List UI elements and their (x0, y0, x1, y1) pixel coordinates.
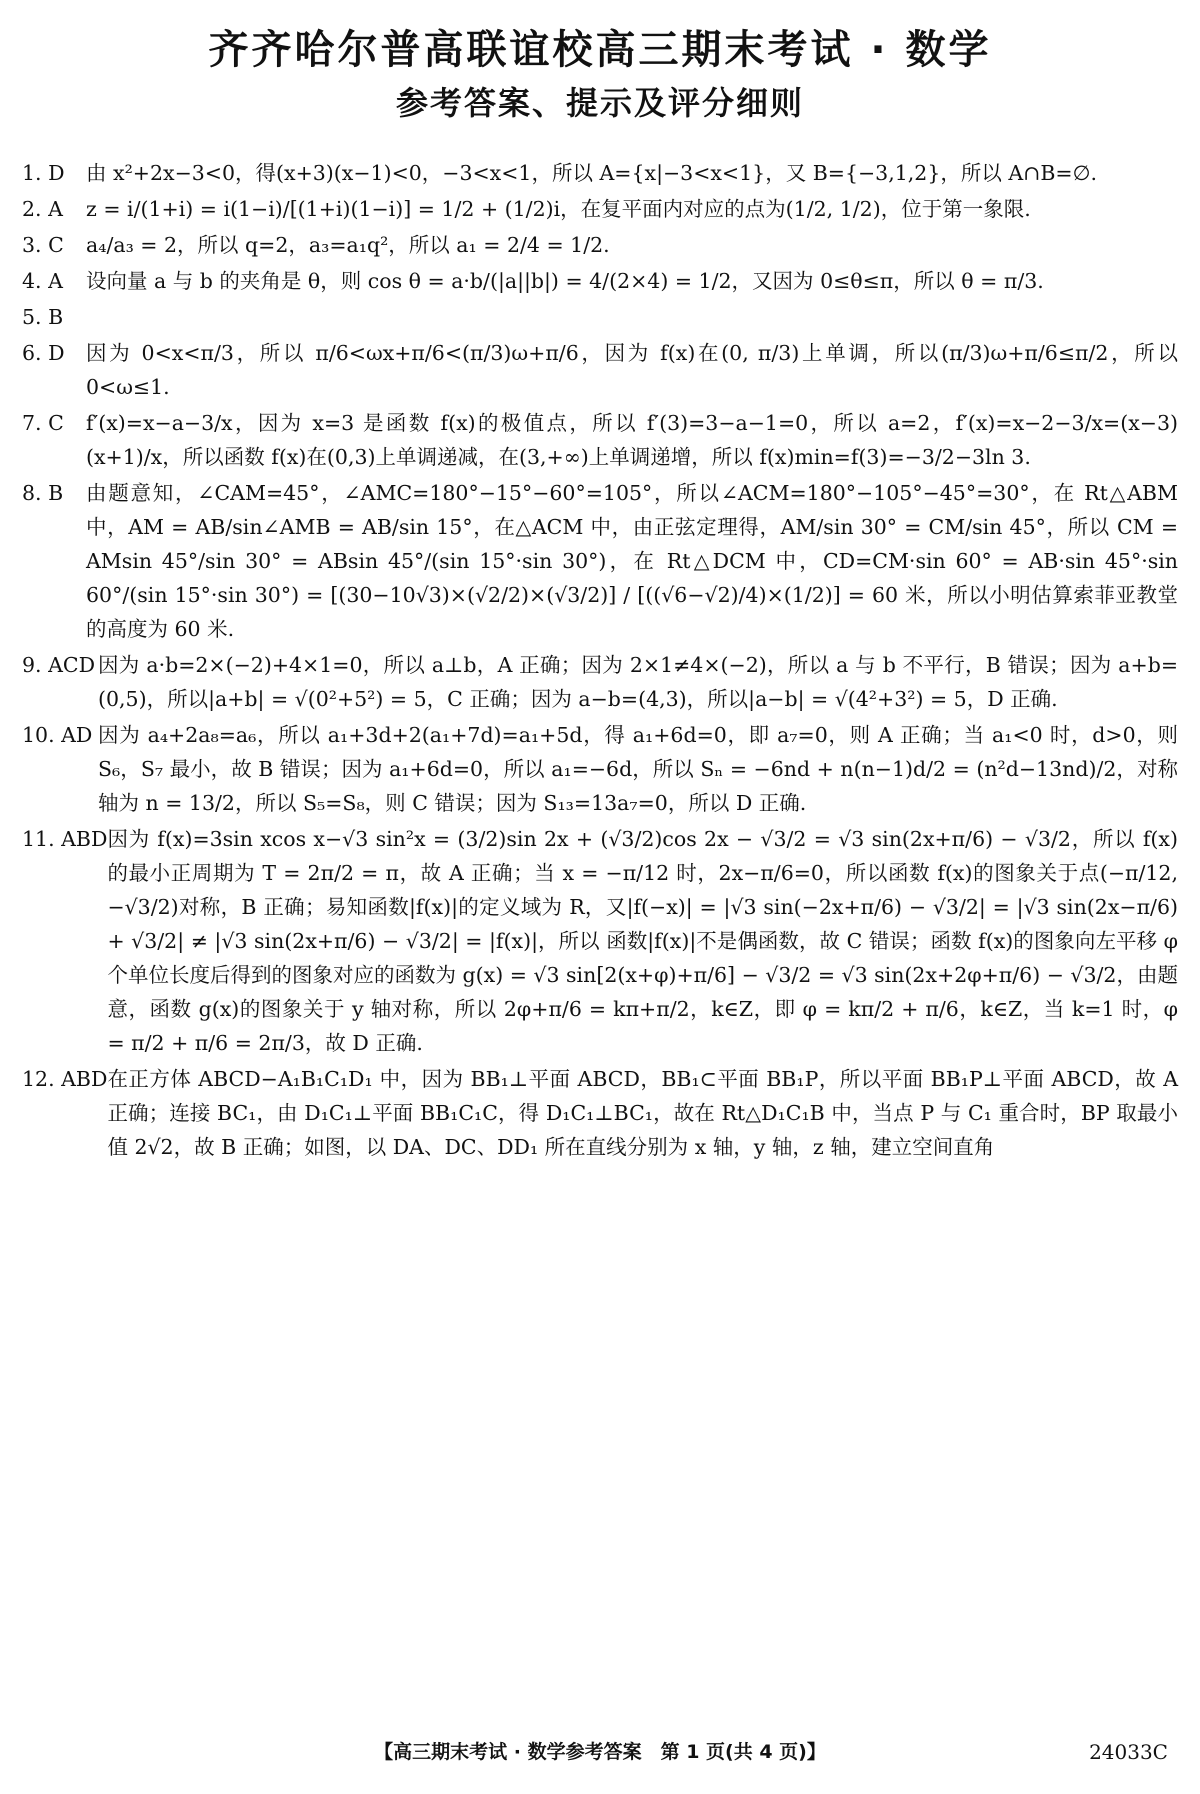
answer-item-11 (22, 822, 1178, 1060)
answer-text: 因为 a·b=2×(−2)+4×1=0，所以 a⊥b，A 正确；因为 2×1≠4×(−2)，所以 a 与 b 不平行，B 错误；因为 a+b=(0,5)，所以|a+b| = √(0²+5²) = 5，C 正确；因为 a−b=(4,3)，所以|a−b| = √(4²+3²) = 5，D 正确. (98, 653, 1178, 711)
answer-number: 3. C (22, 233, 64, 257)
answer-text: 设向量 a 与 b 的夹角是 θ，则 cos θ = a·b/(|a||b|) = 4/(2×4) = 1/2，又因为 0≤θ≤π，所以 θ = π/3. (86, 269, 1044, 293)
answer-number: 10. AD (22, 723, 93, 747)
answer-number: 5. B (22, 305, 64, 329)
answer-number: 9. ACD (22, 653, 96, 677)
answer-item-10 (22, 718, 1178, 820)
answer-text: 因为 0<x<π/3，所以 π/6<ωx+π/6<(π/3)ω+π/6，因为 f(x)在(0, π/3)上单调，所以(π/3)ω+π/6≤π/2，所以 0<ω≤1. (86, 341, 1178, 399)
answer-text: z = i/(1+i) = i(1−i)/[(1+i)(1−i)] = 1/2 + (1/2)i，在复平面内对应的点为(1/2, 1/2)，位于第一象限. (86, 197, 1031, 221)
answer-number: 7. C (22, 411, 64, 435)
answer-item-7 (22, 406, 1178, 474)
answer-item-4 (22, 264, 1178, 298)
answer-number: 12. ABD (22, 1067, 108, 1091)
footer-page-info: 【高三期末考试 · 数学参考答案 第 1 页(共 4 页)】 (374, 1741, 826, 1763)
answer-number: 4. A (22, 269, 63, 293)
answer-list (22, 156, 1178, 1164)
answer-text: 由 x²+2x−3<0，得(x+3)(x−1)<0，−3<x<1，所以 A={x|−3<x<1}，又 B={−3,1,2}，所以 A∩B=∅. (86, 161, 1097, 185)
answer-text (86, 300, 1178, 334)
answer-text: 因为 f(x)=3sin xcos x−√3 sin²x = (3/2)sin 2x + (√3/2)cos 2x − √3/2 = √3 sin(2x+π/6) − √3/2，所以 f(x)的最小正周期为 T = 2π/2 = π，故 A 正确；当 x = −π/12 时，2x−π/6=0，所以函数 f(x)的图象关于点(−π/12, −√3/2)对称，B 正确；易知函数|f(x)|的定义域为 R，又|f(−x)| = |√3 sin(−2x+π/6) − √3/2| = |√3 sin(2x−π/6) + √3/2| ≠ |√3 sin(2x+π/6) − √3/2| = |f(x)|，所以 函数|f(x)|不是偶函数，故 C 错误；函数 f(x)的图象向左平移 φ 个单位长度后得到的图象对应的函数为 g(x) = √3 sin[2(x+φ)+π/6] − √3/2 = √3 sin(2x+2φ+π/6) − √3/2，由题意，函数 g(x)的图象关于 y 轴对称，所以 2φ+π/6 = kπ+π/2，k∈Z，即 φ = kπ/2 + π/6，k∈Z，当 k=1 时，φ = π/2 + π/6 = 2π/3，故 D 正确. (107, 827, 1178, 1055)
answer-item-9 (22, 648, 1178, 716)
answer-item-1 (22, 156, 1178, 190)
answer-number: 2. A (22, 197, 63, 221)
answer-item-3 (22, 228, 1178, 262)
answer-number: 6. D (22, 341, 65, 365)
answer-item-2 (22, 192, 1178, 226)
answer-item-8 (22, 476, 1178, 646)
page-footer (0, 1735, 1200, 1769)
answer-number: 1. D (22, 161, 65, 185)
page-title: 齐齐哈尔普高联谊校高三期末考试 · 数学 (208, 27, 992, 73)
answer-text: 因为 a₄+2a₈=a₆，所以 a₁+3d+2(a₁+7d)=a₁+5d，得 a₁+6d=0，即 a₇=0，则 A 正确；当 a₁<0 时，d>0，则 S₆，S₇ 最小，故 B 错误；因为 a₁+6d=0，所以 a₁=−6d，所以 Sₙ = −6nd + n(n−1)d/2 = (n²d−13nd)/2，对称轴为 n = 13/2，所以 S₅=S₈，则 C 错误；因为 S₁₃=13a₇=0，所以 D 正确. (98, 723, 1178, 815)
footer-paper-code: 24033C (1089, 1740, 1168, 1764)
answer-number: 8. B (22, 481, 64, 505)
answer-item-5 (22, 300, 1178, 334)
answer-text: 在正方体 ABCD−A₁B₁C₁D₁ 中，因为 BB₁⊥平面 ABCD，BB₁⊂平面 BB₁P，所以平面 BB₁P⊥平面 ABCD，故 A 正确；连接 BC₁，由 D₁C₁⊥平面 BB₁C₁C，得 D₁C₁⊥BC₁，故在 Rt△D₁C₁B 中，当点 P 与 C₁ 重合时，BP 取最小值 2√2，故 B 正确；如图，以 DA、DC、DD₁ 所在直线分别为 x 轴，y 轴，z 轴，建立空间直角 (107, 1067, 1178, 1159)
answer-text: f′(x)=x−a−3/x，因为 x=3 是函数 f(x)的极值点，所以 f′(3)=3−a−1=0，所以 a=2，f′(x)=x−2−3/x=(x−3)(x+1)/x，所以函数 f(x)在(0,3)上单调递减，在(3,+∞)上单调递增，所以 f(x)min=f(3)=−3/2−3ln 3. (86, 411, 1178, 469)
answer-text: 由题意知，∠CAM=45°，∠AMC=180°−15°−60°=105°，所以∠ACM=180°−105°−45°=30°，在 Rt△ABM 中，AM = AB/sin∠AMB = AB/sin 15°，在△ACM 中，由正弦定理得，AM/sin 30° = CM/sin 45°，所以 CM = AMsin 45°/sin 30° = ABsin 45°/(sin 15°·sin 30°)，在 Rt△DCM 中，CD=CM·sin 60° = AB·sin 45°·sin 60°/(sin 15°·sin 30°) = [(30−10√3)×(√2/2)×(√3/2)] / [((√6−√2)/4)×(1/2)] = 60 米，所以小明估算索菲亚教堂的高度为 60 米. (86, 481, 1178, 641)
answer-item-6 (22, 336, 1178, 404)
answer-number: 11. ABD (22, 827, 108, 851)
page-subtitle: 参考答案、提示及评分细则 (395, 84, 804, 122)
answer-text: a₄/a₃ = 2，所以 q=2，a₃=a₁q²，所以 a₁ = 2/4 = 1/2. (86, 233, 610, 257)
answer-item-12 (22, 1062, 1178, 1164)
